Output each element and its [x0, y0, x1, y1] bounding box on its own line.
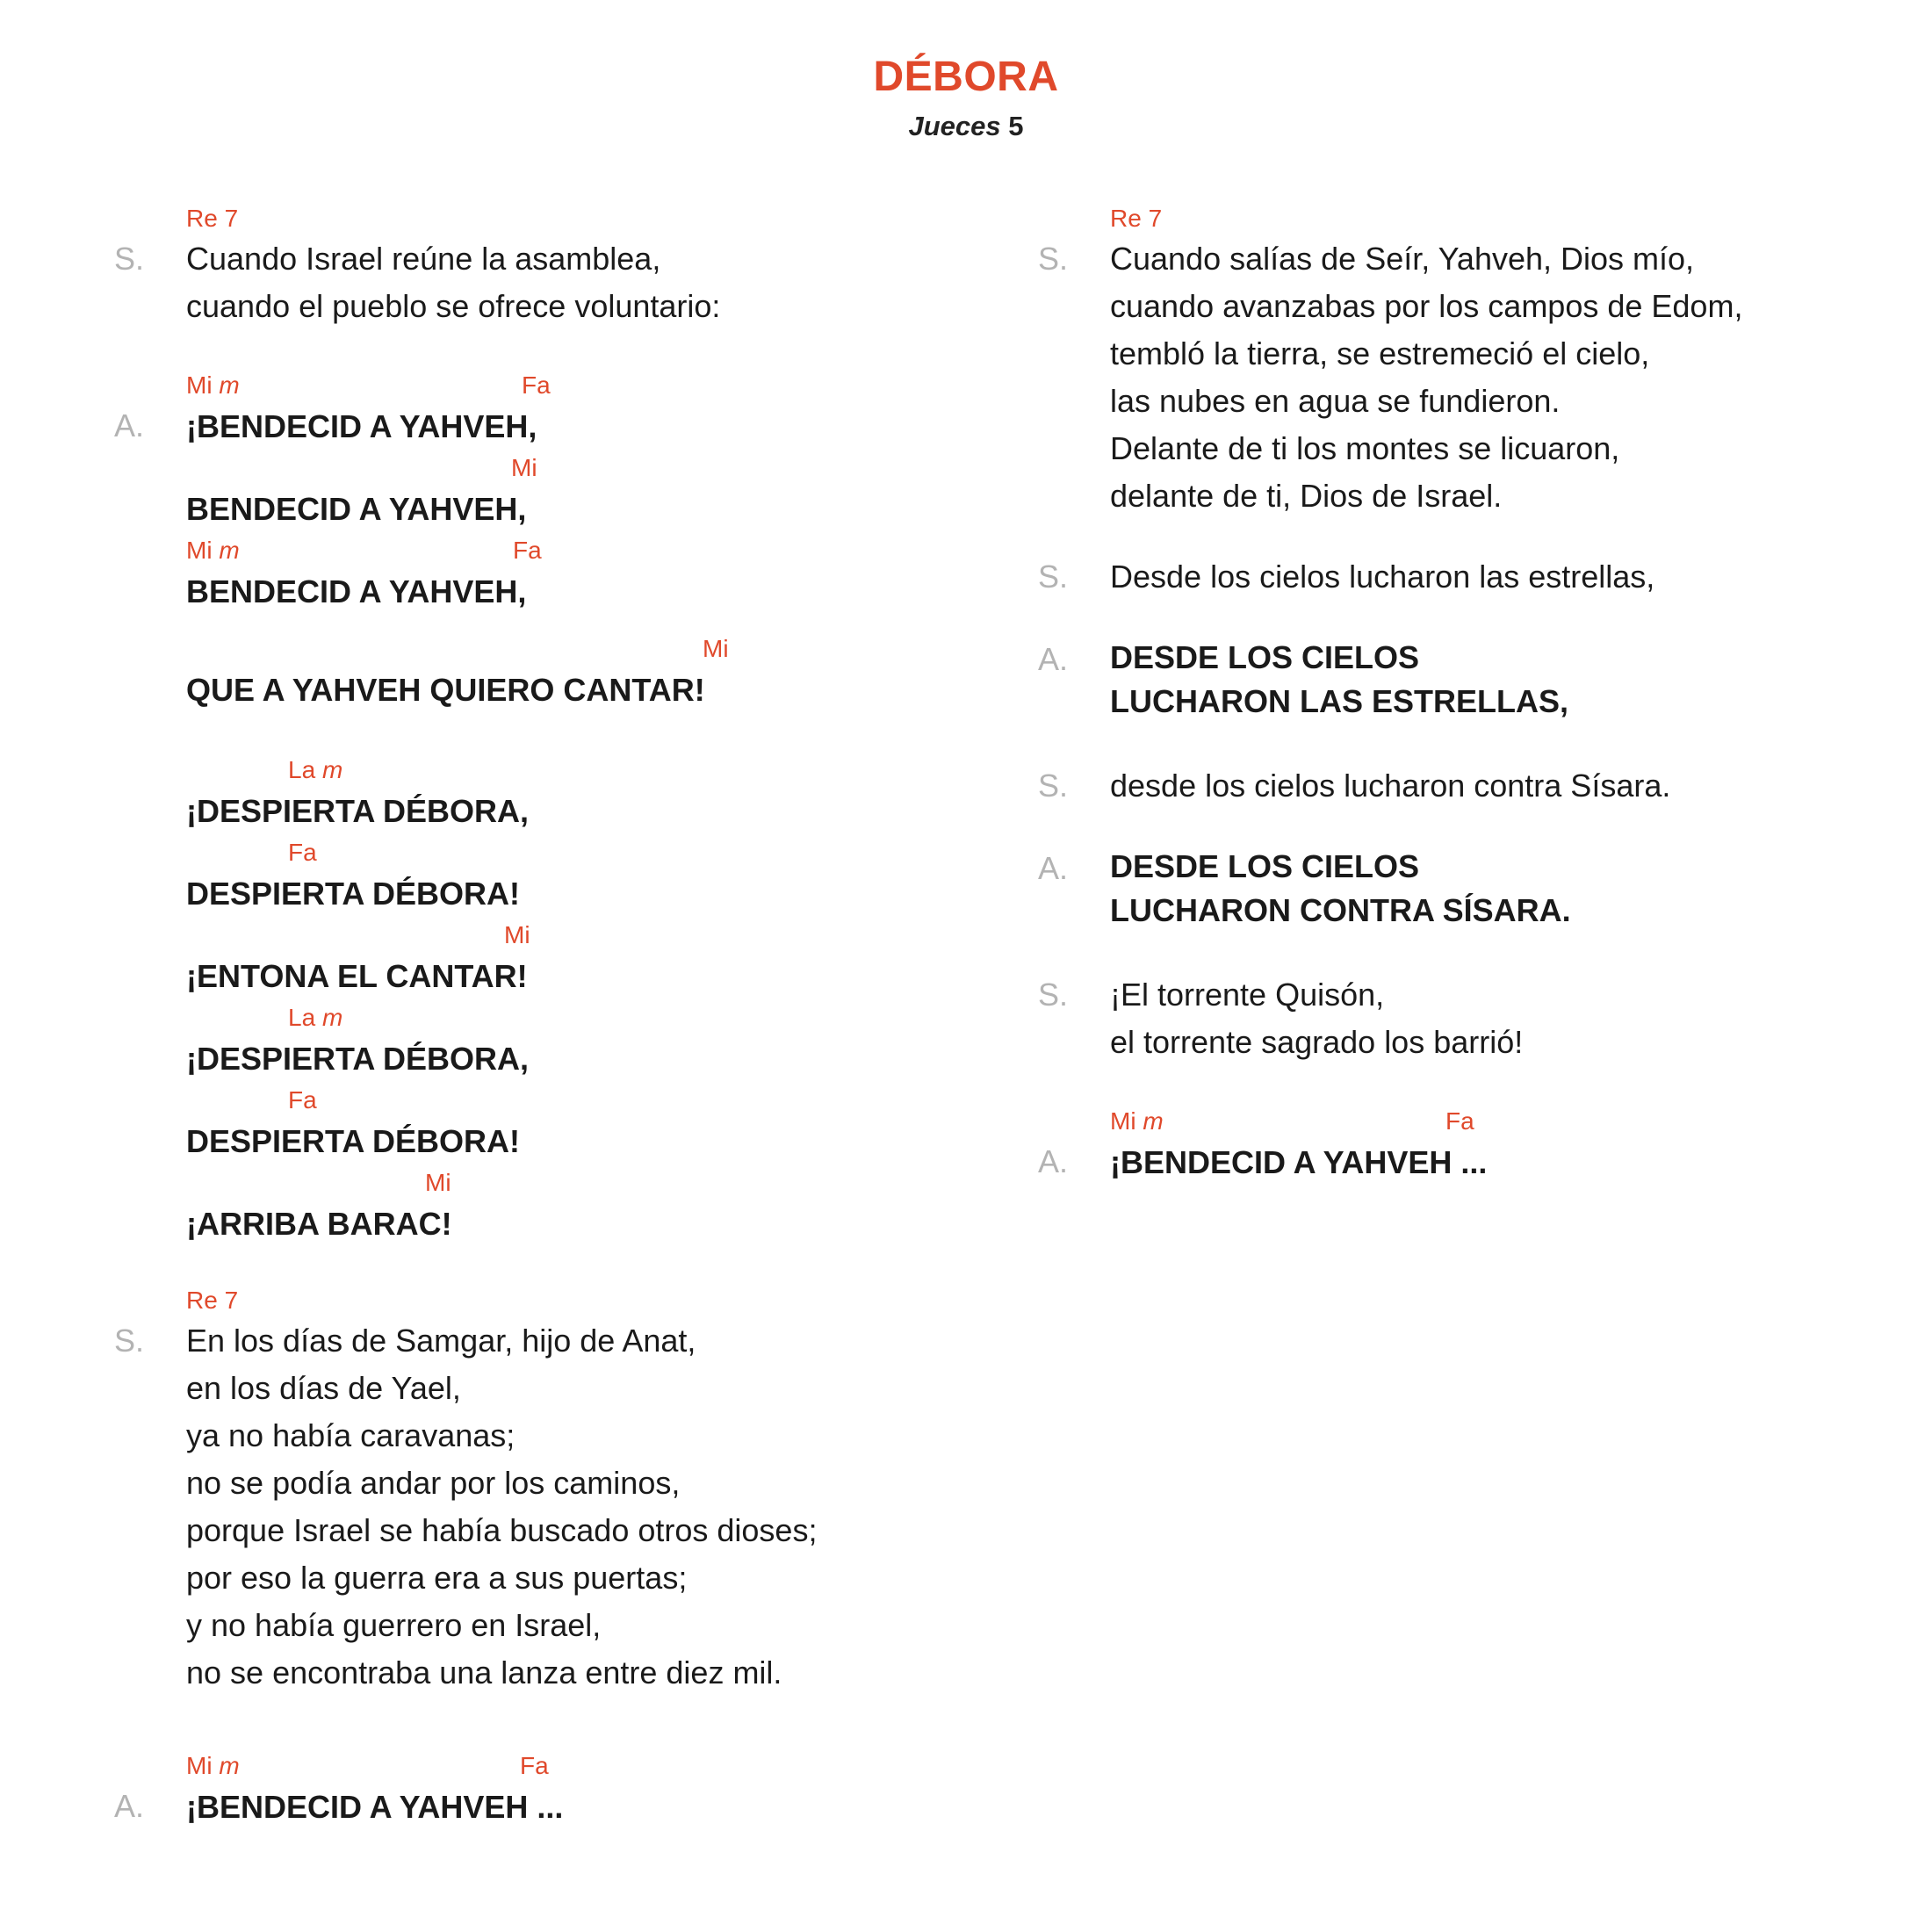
lyric-line: BENDECID A YAHVEH,	[186, 491, 527, 527]
chord: Fa	[1445, 1107, 1474, 1135]
chord: Re 7	[186, 1287, 239, 1314]
soloist-block	[1038, 762, 1881, 810]
assembly-block	[1038, 845, 1881, 933]
chord: Fa	[288, 1086, 317, 1114]
chord-line	[186, 451, 957, 485]
song-title: DÉBORA	[873, 54, 1059, 100]
song-reference	[0, 109, 1932, 144]
lyric-line: QUE A YAHVEH QUIERO CANTAR!	[186, 672, 705, 708]
chord: Mi m	[1110, 1107, 1164, 1135]
lyric-line: el torrente sagrado los barrió!	[1110, 1024, 1524, 1060]
lyric-line: en los días de Yael,	[186, 1370, 461, 1406]
lyric-line: ¡DESPIERTA DÉBORA,	[186, 793, 530, 829]
lyric-line: DESPIERTA DÉBORA!	[186, 1123, 521, 1159]
chord: Mi m	[186, 1752, 240, 1779]
lyric-line: tembló la tierra, se estremeció el cielo,	[1110, 335, 1650, 371]
chord-line	[186, 202, 957, 235]
assembly-block	[1038, 1105, 1881, 1187]
reference-chapter: 5	[1008, 111, 1024, 141]
chord-line	[186, 1749, 957, 1783]
role-label: A.	[114, 1788, 145, 1824]
chord: Fa	[520, 1752, 549, 1779]
lyric-line: cuando avanzabas por los campos de Edom,	[1110, 288, 1743, 324]
role-label: S.	[1038, 241, 1069, 277]
lyric-line: cuando el pueblo se ofrece voluntario:	[186, 288, 721, 324]
lyric-line: ¡ENTONA EL CANTAR!	[186, 958, 528, 994]
chord-line	[186, 919, 957, 952]
role-label: A.	[1038, 850, 1069, 886]
chorus-block	[114, 753, 957, 1249]
chord-line	[186, 836, 957, 869]
lyric-line: y no había guerrero en Israel,	[186, 1607, 602, 1643]
lyric-line: LUCHARON LAS ESTRELLAS,	[1110, 683, 1568, 719]
lyric-line: LUCHARON CONTRA SÍSARA.	[1110, 892, 1571, 928]
lyric-line: ¡BENDECID A YAHVEH ...	[186, 1789, 564, 1825]
role-label: A.	[1038, 641, 1069, 677]
lyric-line: ya no había caravanas;	[186, 1417, 515, 1453]
lyric-line: DESPIERTA DÉBORA!	[186, 876, 521, 912]
chord-line	[1110, 1105, 1881, 1138]
chord: Mi	[504, 921, 530, 948]
role-label: S.	[114, 1323, 145, 1359]
chord: Mi	[425, 1169, 451, 1196]
soloist-block	[114, 1284, 957, 1697]
lyric-line: Cuando Israel reúne la asamblea,	[186, 241, 661, 277]
soloist-block	[1038, 202, 1881, 520]
chord: Fa	[522, 371, 551, 399]
lyric-line: Cuando salías de Seír, Yahveh, Dios mío,	[1110, 241, 1695, 277]
chord-line	[186, 369, 957, 402]
chord: Fa	[288, 839, 317, 866]
lyric-line: En los días de Samgar, hijo de Anat,	[186, 1323, 696, 1359]
chord-line	[186, 534, 957, 567]
lyric-line: ¡BENDECID A YAHVEH,	[186, 408, 537, 444]
left-column	[114, 202, 957, 1832]
chord: Re 7	[186, 205, 239, 232]
role-label: A.	[114, 407, 145, 443]
chord: Mi m	[186, 371, 240, 399]
chord: Mi m	[186, 537, 240, 564]
lyric-line: ¡El torrente Quisón,	[1110, 977, 1385, 1013]
chord: Re 7	[1110, 205, 1163, 232]
lyric-line: porque Israel se había buscado otros dioses;	[186, 1512, 818, 1548]
chord-line	[186, 1284, 957, 1317]
chord-line	[186, 753, 957, 787]
lyric-line: por eso la guerra era a sus puertas;	[186, 1560, 688, 1596]
chord: La m	[288, 1004, 343, 1031]
assembly-block	[1038, 636, 1881, 724]
chord-line	[186, 1166, 957, 1200]
lyric-line: ¡ARRIBA BARAC!	[186, 1206, 452, 1242]
lyric-line: ¡DESPIERTA DÉBORA,	[186, 1041, 530, 1077]
lyric-line: delante de ti, Dios de Israel.	[1110, 478, 1503, 514]
chord-line	[186, 632, 957, 666]
assembly-block	[114, 369, 957, 715]
chord-line	[186, 1084, 957, 1117]
assembly-block	[114, 1749, 957, 1832]
role-label: S.	[1038, 977, 1069, 1013]
role-label: S.	[114, 241, 145, 277]
lyric-line: Desde los cielos lucharon las estrellas,	[1110, 559, 1655, 595]
lyric-line: no se podía andar por los caminos,	[186, 1465, 681, 1501]
chord: Fa	[513, 537, 542, 564]
lyric-line: ¡BENDECID A YAHVEH ...	[1110, 1144, 1488, 1180]
soloist-block	[1038, 553, 1881, 601]
soloist-block	[114, 202, 957, 330]
lyric-line: las nubes en agua se fundieron.	[1110, 383, 1561, 419]
reference-book: Jueces	[908, 111, 1001, 141]
lyric-line: desde los cielos lucharon contra Sísara.	[1110, 768, 1671, 804]
lyric-line: DESDE LOS CIELOS	[1110, 848, 1420, 884]
role-label: S.	[1038, 559, 1069, 595]
chord-line	[186, 1001, 957, 1034]
lyric-line: Delante de ti los montes se licuaron,	[1110, 430, 1620, 466]
right-column	[1038, 202, 1881, 1187]
chord: Mi	[511, 454, 537, 481]
chord: Mi	[703, 635, 729, 662]
soloist-block	[1038, 971, 1881, 1066]
role-label: A.	[1038, 1143, 1069, 1179]
lyric-line: DESDE LOS CIELOS	[1110, 639, 1420, 675]
chord-line	[1110, 202, 1881, 235]
chord: La m	[288, 756, 343, 783]
role-label: S.	[1038, 768, 1069, 804]
lyric-line: BENDECID A YAHVEH,	[186, 573, 527, 609]
lyric-line: no se encontraba una lanza entre diez mil.	[186, 1654, 782, 1690]
